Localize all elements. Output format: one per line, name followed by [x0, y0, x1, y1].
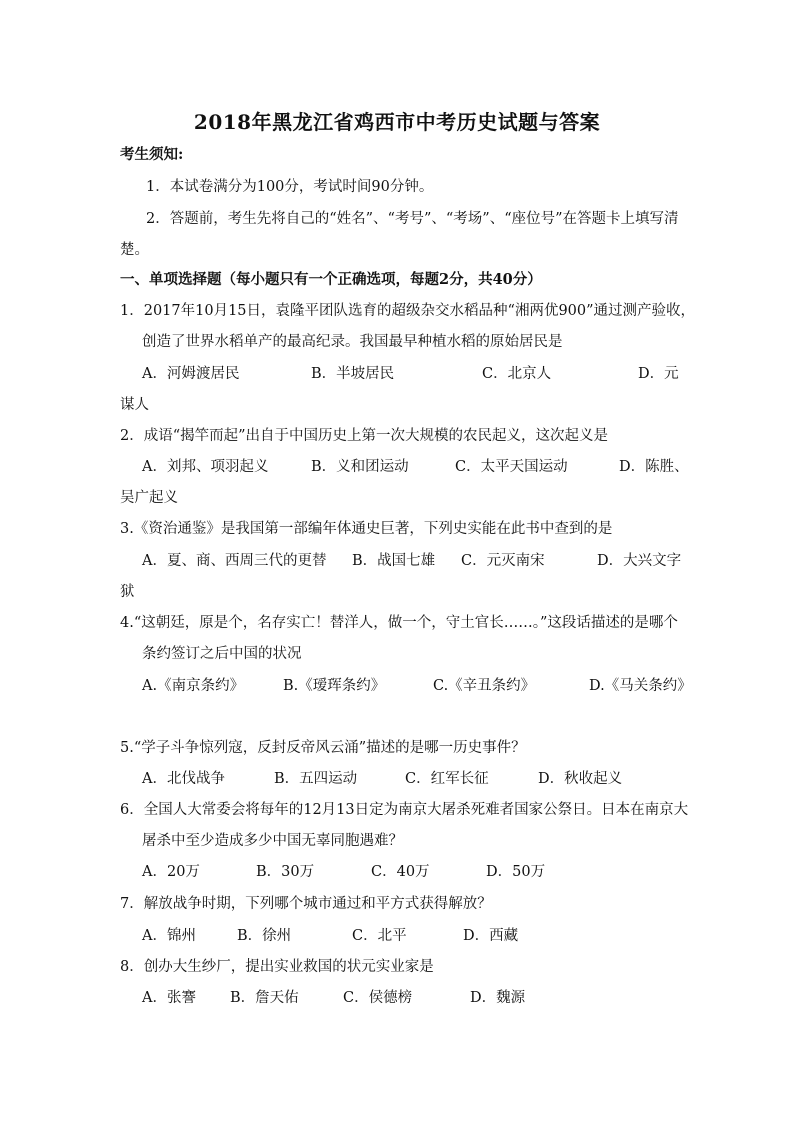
- option-c: C.《辛丑条约》: [433, 678, 536, 694]
- option-a: A．刘邦、项羽起义: [142, 459, 269, 475]
- option-d-continued: 吴广起义: [120, 490, 178, 506]
- option-b: B.《瑷珲条约》: [283, 678, 386, 694]
- question-stem: 7．解放战争时期，下列哪个城市通过和平方式获得解放？: [120, 896, 492, 912]
- option-b: B．五四运动: [274, 771, 358, 787]
- option-d: D．50万: [486, 864, 546, 880]
- option-c: C．元灭南宋: [461, 553, 545, 569]
- option-b: B．30万: [256, 864, 315, 880]
- option-b: B．战国七雄: [352, 553, 436, 569]
- page-title: 2018年黑龙江省鸡西市中考历史试题与答案: [193, 110, 601, 134]
- question-stem: 屠杀中至少造成多少中国无辜同胞遇难？: [142, 833, 403, 849]
- notice-heading: 考生须知:: [120, 146, 184, 163]
- question-stem: 5.“学子斗争惊列寇，反封反帝风云涌”描述的是哪一历史事件？: [120, 740, 526, 756]
- section-heading: 一、单项选择题（每小题只有一个正确选项，每题2分，共40分）: [120, 271, 542, 288]
- option-a: A．20万: [142, 864, 200, 880]
- option-a: A．张謇: [142, 990, 196, 1006]
- option-a: A．夏、商、西周三代的更替: [142, 553, 327, 569]
- option-d: D．大兴文字: [597, 553, 682, 569]
- option-a: A．河姆渡居民: [142, 366, 240, 382]
- option-c: C．北京人: [482, 366, 552, 382]
- question-stem: 创造了世界水稻单产的最高纪录。我国最早种植水稻的原始居民是: [142, 334, 563, 350]
- option-b: B．詹天佑: [230, 990, 299, 1006]
- option-a: A．北伐战争: [142, 771, 225, 787]
- option-c: C．太平天国运动: [455, 459, 568, 475]
- question-stem: 8．创办大生纱厂，提出实业救国的状元实业家是: [120, 959, 434, 975]
- question-stem: 4.“这朝廷，原是个，名存实亡！替洋人，做一个，守土官长……。”这段话描述的是哪个: [120, 615, 678, 631]
- option-d-continued: 谋人: [120, 397, 149, 413]
- option-b: B．徐州: [237, 928, 292, 944]
- question-stem: 3.《资治通鉴》是我国第一部编年体通史巨著，下列史实能在此书中查到的是: [120, 521, 613, 537]
- option-c: C．40万: [371, 864, 430, 880]
- question-stem: 2．成语“揭竿而起”出自于中国历史上第一次大规模的农民起义，这次起义是: [120, 428, 609, 444]
- notice-item-1: 1．本试卷满分为100分，考试时间90分钟。: [146, 179, 434, 195]
- option-b: B．半坡居民: [311, 366, 395, 382]
- notice-item-2-line-1: 2．答题前，考生先将自己的“姓名”、“考号”、“考场”、“座位号”在答题卡上填写清: [146, 211, 679, 227]
- option-a: A．锦州: [142, 928, 196, 944]
- option-b: B．义和团运动: [311, 459, 409, 475]
- option-d: D．陈胜、: [619, 459, 689, 475]
- option-d: D．魏源: [470, 990, 526, 1006]
- option-d: D．元: [638, 366, 679, 382]
- notice-item-2-line-2: 楚。: [120, 242, 149, 258]
- option-d: D．西藏: [463, 928, 519, 944]
- option-c: C．红军长征: [405, 771, 489, 787]
- option-d: D.《马关条约》: [589, 678, 692, 694]
- option-a: A.《南京条约》: [142, 678, 245, 694]
- option-c: C．北平: [352, 928, 407, 944]
- option-d: D．秋收起义: [538, 771, 623, 787]
- question-stem: 1．2017年10月15日，袁隆平团队选育的超级杂交水稻品种“湘两优900”通过测产验收，: [120, 303, 696, 319]
- question-stem: 6．全国人大常委会将每年的12月13日定为南京大屠杀死难者国家公祭日。日本在南京大: [120, 802, 689, 818]
- option-c: C．侯德榜: [343, 990, 413, 1006]
- option-d-continued: 狱: [120, 584, 135, 600]
- question-stem: 条约签订之后中国的状况: [142, 646, 302, 662]
